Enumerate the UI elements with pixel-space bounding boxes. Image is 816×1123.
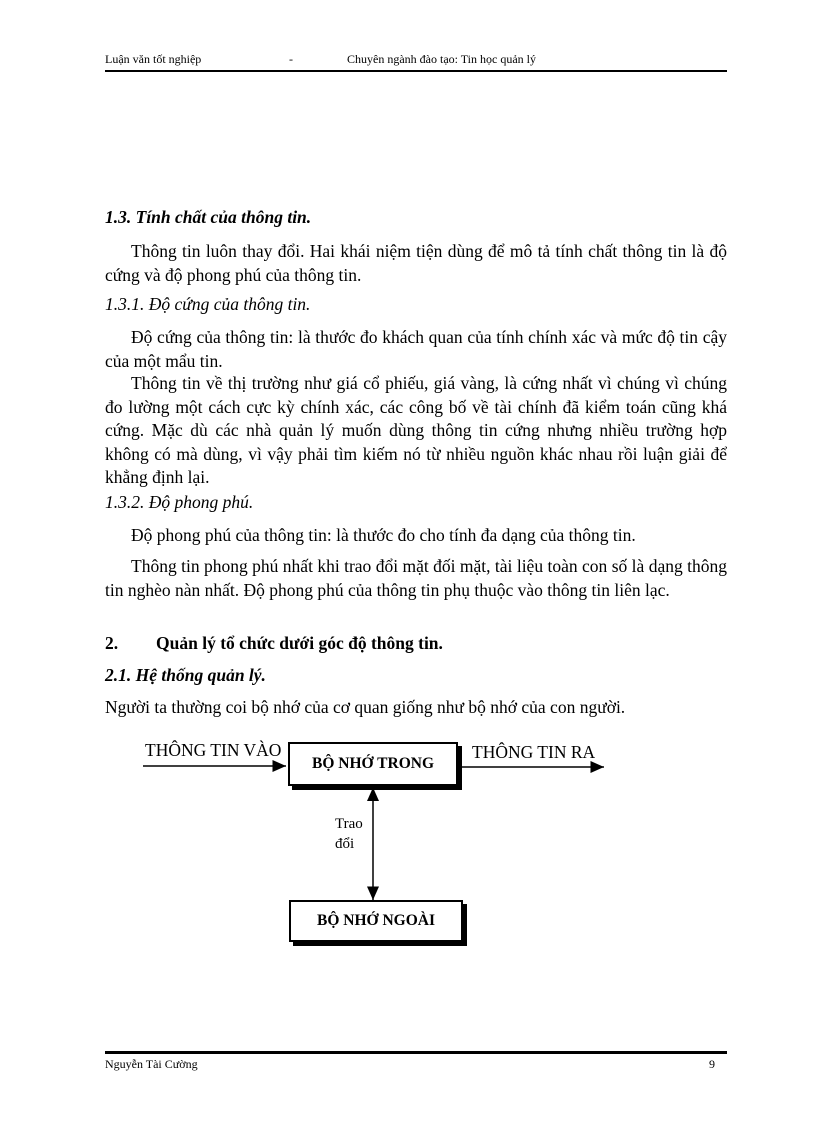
section-2-1-paragraph: Người ta thường coi bộ nhớ của cơ quan giống như bộ nhớ của con người.	[105, 697, 626, 717]
footer-rule	[105, 1051, 727, 1054]
inner-memory-box: BỘ NHỚ TRONG	[288, 742, 458, 786]
header-separator: -	[289, 52, 293, 66]
section-1-3-2-paragraph-1: Độ phong phú của thông tin: là thước đo cho tính đa dạng của thông tin.	[131, 525, 636, 545]
section-1-3-1-paragraph-2: Thông tin về thị trường như giá cổ phiếu, giá vàng, là cứng nhất vì chúng vì chúng đo lường một cách cực kỳ chính xác, các công bố về tài chính đã kiểm toán cũng khá cứng. Mặc dù các nhà quản lý muốn dùng thông tin cứng nhưng nhiều trường hợp không có mà dùng, vì vậy phải tìm kiếm nó từ nhiều nguồn khác nhau rồi luận giải để khẳng định lại.	[105, 373, 727, 487]
section-2-1-title: 2.1. Hệ thống quản lý.	[105, 665, 266, 685]
footer-author: Nguyễn Tài Cường	[105, 1057, 198, 1071]
input-label: THÔNG TIN VÀO	[145, 740, 282, 760]
page-number: 9	[709, 1057, 715, 1071]
header-left: Luận văn tốt nghiệp	[105, 52, 202, 66]
section-1-3-2-paragraph-2: Thông tin phong phú nhất khi trao đổi mặt đối mặt, tài liệu toàn con số là dạng thông tin nghèo nàn nhất. Độ phong phú của thông tin phụ thuộc vào thông tin liên lạc.	[105, 556, 727, 600]
output-label: THÔNG TIN RA	[472, 742, 596, 762]
section-1-3-2-title: 1.3.2. Độ phong phú.	[105, 492, 254, 512]
header-right: Chuyên ngành đào tạo: Tin học quản lý	[347, 52, 536, 66]
exchange-label-line1: Trao	[335, 816, 363, 832]
section-1-3-1-paragraph-1: Độ cứng của thông tin: là thước đo khách quan của tính chính xác và mức độ tin cậy của một mẩu tin.	[105, 327, 727, 371]
section-1-3-1-title: 1.3.1. Độ cứng của thông tin.	[105, 294, 311, 314]
section-1-3-paragraph: Thông tin luôn thay đổi. Hai khái niệm tiện dùng để mô tả tính chất thông tin là độ cứng và độ phong phú của thông tin.	[105, 241, 727, 285]
section-2-number: 2.	[105, 633, 119, 653]
section-1-3-title: 1.3. Tính chất của thông tin.	[105, 207, 312, 227]
exchange-label-line2: đổi	[335, 836, 355, 852]
outer-memory-box: BỘ NHỚ NGOÀI	[289, 900, 463, 942]
section-2-title: Quản lý tổ chức dưới góc độ thông tin.	[156, 633, 443, 653]
